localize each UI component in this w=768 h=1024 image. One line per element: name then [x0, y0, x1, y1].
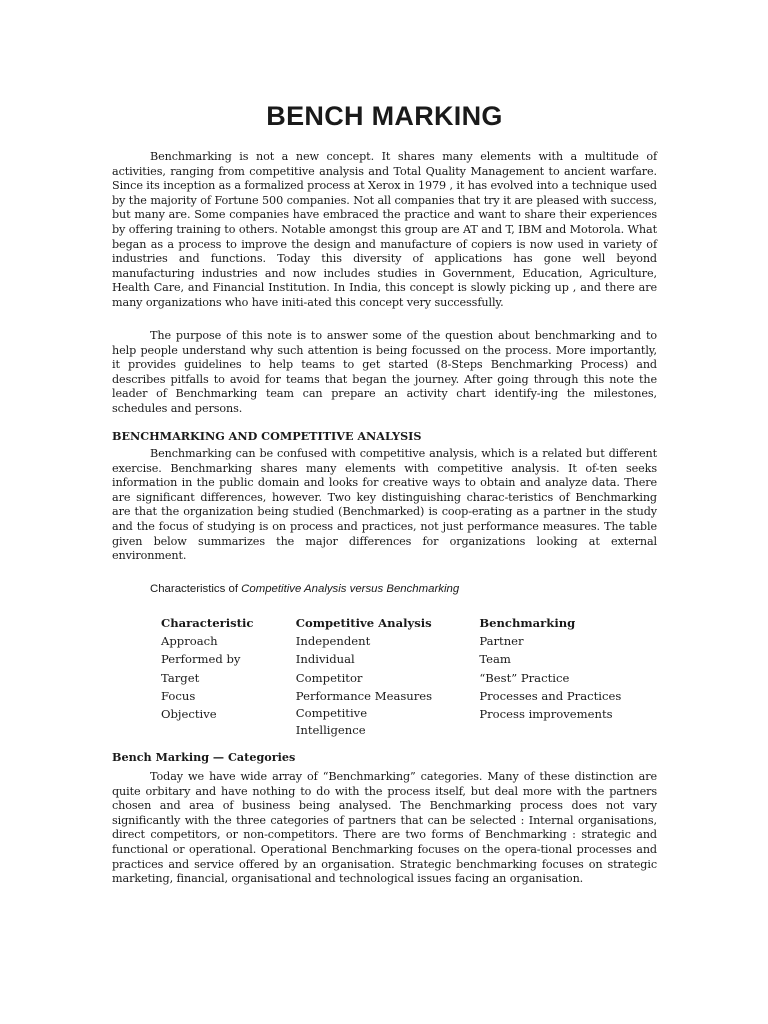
table-cell: Approach	[161, 634, 218, 649]
table-caption	[150, 582, 459, 596]
table-header-cell: Benchmarking	[479, 616, 576, 630]
table-cell: Performance Measures	[295, 688, 433, 703]
table-row	[161, 705, 657, 740]
table-caption-italic: Competitive Analysis versus Benchmarking	[241, 583, 460, 595]
table-cell: Focus	[161, 688, 196, 703]
table-row	[161, 650, 657, 668]
table-row	[161, 669, 657, 687]
table-cell: Target	[161, 670, 200, 685]
table-cell: Competitive Intelligence	[295, 706, 368, 738]
table-cell: Process improvements	[479, 707, 613, 722]
table-row	[161, 632, 657, 650]
table-header-row	[161, 614, 657, 632]
table-cell: “Best” Practice	[479, 670, 570, 685]
competitive-analysis-paragraph: Benchmarking can be confused with competitive analysis, which is a related but different exercise. Benchmarking shares many elements with competitive analysis. It of-ten seeks information in the public domain and looks for creative ways to obtain and analyze data. There are significant differences, however. Two key distinguishing charac-teristics of Benchmarking are that the organization being studied (Benchmarked) is coop-erating as a partner in the study and the focus of studying is on process and practices, not just performance measures. The table given below summarizes the major differences for organizations looking at external environment.	[112, 447, 657, 563]
table-row	[161, 687, 657, 705]
table-cell: Partner	[479, 634, 524, 649]
table-header-cell: Competitive Analysis	[295, 616, 432, 630]
table-cell: Individual	[295, 652, 355, 667]
categories-paragraph: Today we have wide array of “Benchmarking” categories. Many of these distinction are quite orbitary and have nothing to do with the process itself, but deal more with the partners chosen and area of business being analysed. The Benchmarking process does not vary significantly with the three categories of partners that can be selected : Internal organisations, direct competitors, or non-competitors. There are two forms of Benchmarking : strategic and functional or operational. Operational Benchmarking focuses on the opera-tional processes and practices and service offered by an organisation. Strategic benchmarking focuses on strategic marketing, financial, organisational and technological issues facing an organisation.	[112, 770, 657, 886]
table-header-cell: Characteristic	[161, 616, 254, 630]
table-cell: Competitor	[295, 670, 363, 685]
table-cell: Processes and Practices	[479, 688, 622, 703]
table-cell: Team	[479, 652, 511, 667]
page-title: BENCH MARKING	[266, 101, 503, 131]
section-heading-competitive-analysis: BENCHMARKING AND COMPETITIVE ANALYSIS	[112, 429, 422, 443]
table-cell: Independent	[295, 634, 371, 649]
table-cell: Performed by	[161, 652, 241, 667]
section-heading-categories: Bench Marking — Categories	[112, 750, 296, 764]
table-caption-prefix: Characteristics of	[150, 583, 238, 595]
table-cell: Objective	[161, 707, 217, 722]
intro-paragraph-1: Benchmarking is not a new concept. It shares many elements with a multitude of activities, ranging from competitive analysis and Total Quality Management to ancient warfare. Since its inception as a formalized process at Xerox in 1979 , it has evolved into a technique used by the majority of Fortune 500 companies. Not all companies that try it are pleased with success, but many are. Some companies have embraced the practice and want to share their experiences by offering training to others. Notable amongst this group are AT and T, IBM and Motorola. What began as a process to improve the design and manufacture of copiers is now used in variety of industries and functions. Today this diversity of applications has gone well beyond manufacturing industries and now includes studies in Government, Education, Agriculture, Health Care, and Financial Institution. In India, this concept is slowly picking up , and there are many organizations who have initi-ated this concept very successfully.	[112, 150, 657, 309]
comparison-table	[161, 614, 657, 740]
intro-paragraph-2: The purpose of this note is to answer some of the question about benchmarking and to help people understand why such attention is being focussed on the process. More importantly, it provides guidelines to help teams to get started (8-Steps Benchmarking Process) and describes pitfalls to avoid for teams that began the journey. After going through this note the leader of Benchmarking team can prepare an activity chart identify-ing the milestones, schedules and persons.	[112, 329, 657, 415]
